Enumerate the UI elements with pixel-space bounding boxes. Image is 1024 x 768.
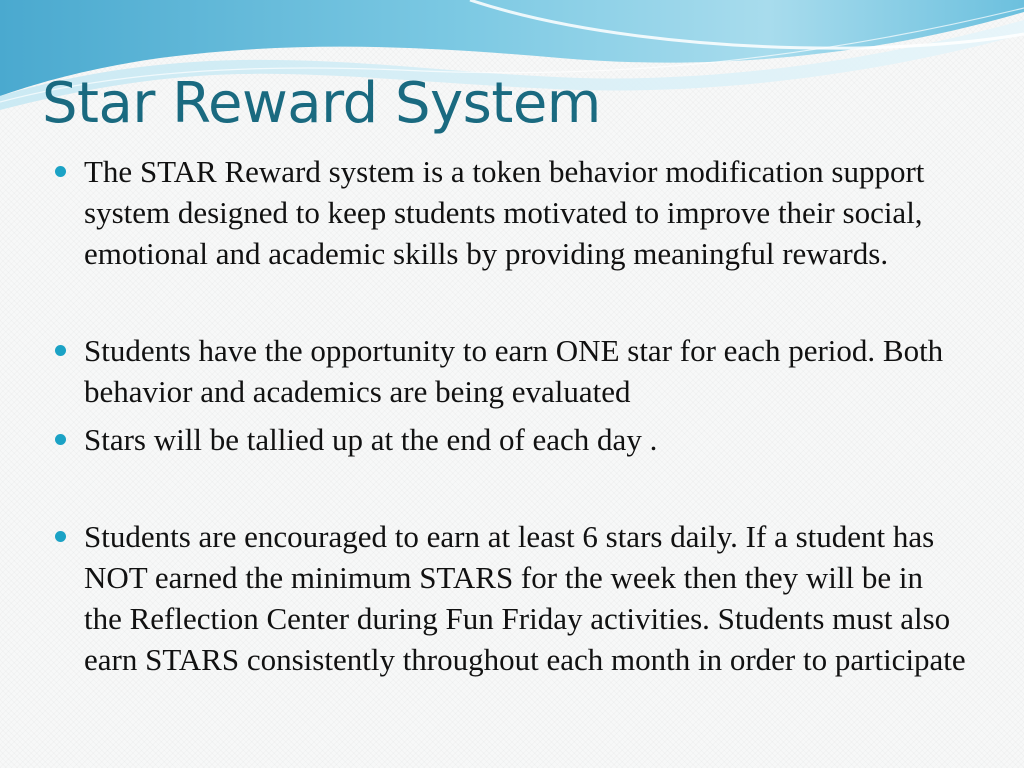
bullet-dot-icon: [55, 166, 66, 177]
bullet-item: [0, 419, 1024, 460]
bullet-item: [0, 516, 1024, 680]
bullet-list: [0, 151, 1024, 680]
bullet-text: Students are encouraged to earn at least 6 stars daily. If a student has NOT earned the minimum STARS for the week then they will be in the Reflection Center during Fun Friday activities. Students must also earn STARS consistently throughout each month in order to participate: [84, 519, 966, 677]
bullet-dot-icon: [55, 434, 66, 445]
slide-title: Star Reward System: [42, 71, 601, 136]
bullet-text: Stars will be tallied up at the end of each day .: [84, 422, 658, 457]
bullet-item: [0, 330, 1024, 412]
bullet-item: [0, 151, 1024, 274]
bullet-dot-icon: [55, 345, 66, 356]
bullet-text: The STAR Reward system is a token behavior modification support system designed to keep students motivated to improve their social, emotional and academic skills by providing meaningful rewards.: [84, 154, 925, 271]
bullet-dot-icon: [55, 531, 66, 542]
bullet-text: Students have the opportunity to earn ONE star for each period. Both behavior and academics are being evaluated: [84, 333, 944, 409]
